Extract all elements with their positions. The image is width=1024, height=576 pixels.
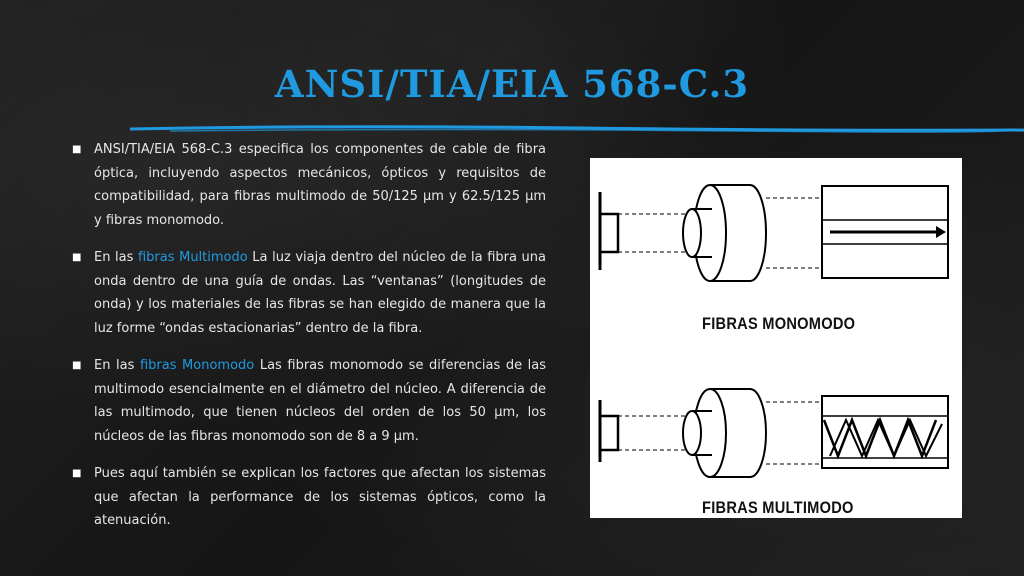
fiber-diagram [590, 158, 962, 518]
multimodo-diagram [600, 389, 948, 477]
bullet-text: Las fibras monomodo se diferencias de las multimodo esencialmente en el diámetro del núcleo. A diferencia de las multimodo, que tienen núcleos del orden de los 50 µm, los núcleos de las fibras monomodo son de 8 a 9 µm. [94, 358, 547, 444]
slide-title: ANSI/TIA/EIA 568-C.3 [274, 62, 750, 106]
fiber-diagram-graphic [590, 158, 962, 518]
bullet-marker: ■ [72, 468, 82, 479]
highlight-fibras-monomodo: fibras Monomodo [139, 358, 255, 373]
bullet-item [72, 354, 546, 448]
label-fibras-monomodo: FIBRAS MONOMODO [702, 314, 856, 333]
bullet-marker: ■ [72, 360, 82, 371]
monomodo-diagram [600, 185, 948, 281]
bullet-text: ANSI/TIA/EIA 568-C.3 especifica los componentes de cable de fibra óptica, incluyendo aspectos mecánicos, ópticos y requisitos de compatibilidad, para fibras multimodo de 50/125 µm y 62.5/125 µm y fibras monomodo. [94, 142, 546, 228]
bullet-item [72, 246, 546, 340]
highlight-fibras-multimodo: fibras Multimodo [137, 250, 248, 265]
bullet-text: En las [94, 250, 138, 265]
bullet-item [72, 138, 546, 232]
bullet-text: En las [94, 358, 140, 373]
label-fibras-multimodo: FIBRAS MULTIMODO [702, 498, 854, 517]
title-underline [130, 122, 1024, 136]
bullet-text: La luz viaja dentro del núcleo de la fibra una onda dentro de una guía de ondas. Las “ventanas” (longitudes de onda) y los materiales de las fibras se han elegido de manera que la luz forme “ondas estacionarias” dentro de la fibra. [94, 250, 546, 336]
bullet-text: Pues aquí también se explican los factores que afectan los sistemas que afectan la performance de los sistemas ópticos, como la atenuación. [94, 466, 546, 528]
bullet-item [72, 462, 546, 533]
bullet-marker: ■ [72, 144, 82, 155]
bullet-marker: ■ [72, 252, 82, 263]
bullet-list [72, 138, 546, 547]
